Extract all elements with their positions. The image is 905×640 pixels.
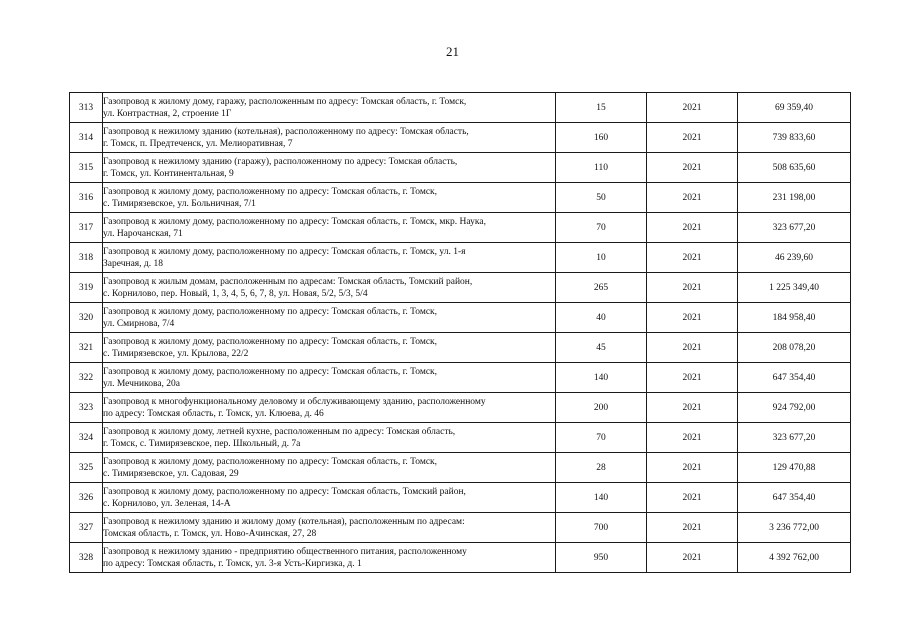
page-number: 21 — [446, 44, 459, 59]
year-cell: 2021 — [647, 543, 738, 573]
year-cell: 2021 — [647, 303, 738, 333]
description-line-1: Газопровод к нежилому зданию и жилому дому (котельная), расположенным по адресам: — [103, 516, 465, 527]
description-cell — [103, 423, 556, 453]
table-row — [70, 333, 851, 363]
description-cell — [103, 453, 556, 483]
cost-cell: 129 470,88 — [738, 453, 851, 483]
description-line-2: г. Томск, с. Тимирязевское, пер. Школьный, д. 7а — [103, 438, 301, 449]
description-cell — [103, 513, 556, 543]
cost-cell: 46 239,60 — [738, 243, 851, 273]
table-body — [70, 93, 851, 573]
length-cell: 40 — [556, 303, 647, 333]
length-cell: 140 — [556, 483, 647, 513]
description-line-2: с. Корнилово, пер. Новый, 1, 3, 4, 5, 6, 7, 8, ул. Новая, 5/2, 5/3, 5/4 — [103, 288, 368, 299]
description-cell — [103, 273, 556, 303]
row-number-cell: 322 — [70, 363, 103, 393]
year-cell: 2021 — [647, 393, 738, 423]
description-cell — [103, 93, 556, 123]
description-line-2: с. Тимирязевское, ул. Крылова, 22/2 — [103, 348, 249, 359]
length-cell: 700 — [556, 513, 647, 543]
description-line-1: Газопровод к жилому дому, летней кухне, расположенным по адресу: Томская область, — [103, 426, 456, 437]
table-row — [70, 363, 851, 393]
length-cell: 110 — [556, 153, 647, 183]
year-cell: 2021 — [647, 273, 738, 303]
cost-cell: 1 225 349,40 — [738, 273, 851, 303]
length-cell: 200 — [556, 393, 647, 423]
year-cell: 2021 — [647, 333, 738, 363]
cost-cell: 231 198,00 — [738, 183, 851, 213]
table-row — [70, 513, 851, 543]
description-cell — [103, 303, 556, 333]
year-cell: 2021 — [647, 243, 738, 273]
description-line-2: с. Корнилово, ул. Зеленая, 14-А — [103, 498, 231, 509]
description-line-2: Заречная, д. 18 — [103, 258, 163, 269]
description-line-1: Газопровод к нежилому зданию (котельная), расположенному по адресу: Томская область, — [103, 126, 469, 137]
year-cell: 2021 — [647, 363, 738, 393]
description-cell — [103, 123, 556, 153]
description-line-1: Газопровод к жилым домам, расположенным по адресам: Томская область, Томский район, — [103, 276, 473, 287]
year-cell: 2021 — [647, 513, 738, 543]
length-cell: 70 — [556, 423, 647, 453]
description-cell — [103, 243, 556, 273]
cost-cell: 323 677,20 — [738, 213, 851, 243]
row-number-cell: 328 — [70, 543, 103, 573]
table-row — [70, 303, 851, 333]
description-line-2: г. Томск, п. Предтеченск, ул. Мелиоративная, 7 — [103, 138, 293, 149]
row-number-cell: 314 — [70, 123, 103, 153]
length-cell: 265 — [556, 273, 647, 303]
year-cell: 2021 — [647, 123, 738, 153]
description-line-2: ул. Нарочанская, 71 — [103, 228, 183, 239]
cost-cell: 924 792,00 — [738, 393, 851, 423]
table-row — [70, 393, 851, 423]
description-line-1: Газопровод к жилому дому, расположенному по адресу: Томская область, г. Томск, — [103, 186, 438, 197]
cost-cell: 739 833,60 — [738, 123, 851, 153]
cost-cell: 69 359,40 — [738, 93, 851, 123]
table-row — [70, 153, 851, 183]
description-line-1: Газопровод к жилому дому, расположенному по адресу: Томская область, г. Томск, — [103, 456, 438, 467]
description-line-1: Газопровод к многофункциональному деловому и обслуживающему зданию, расположенному — [103, 396, 486, 407]
table-row — [70, 93, 851, 123]
row-number-cell: 326 — [70, 483, 103, 513]
cost-cell: 647 354,40 — [738, 483, 851, 513]
length-cell: 28 — [556, 453, 647, 483]
length-cell: 50 — [556, 183, 647, 213]
description-line-2: по адресу: Томская область, г. Томск, ул. 3-я Усть-Киргизка, д. 1 — [103, 558, 362, 569]
row-number-cell: 320 — [70, 303, 103, 333]
table-row — [70, 423, 851, 453]
description-line-1: Газопровод к нежилому зданию (гаражу), расположенному по адресу: Томская область, — [103, 156, 458, 167]
table-row — [70, 213, 851, 243]
description-line-1: Газопровод к жилому дому, расположенному по адресу: Томская область, г. Томск, ул. 1-я — [103, 246, 466, 257]
description-line-1: Газопровод к жилому дому, расположенному по адресу: Томская область, г. Томск, мкр. Наука, — [103, 216, 486, 227]
length-cell: 10 — [556, 243, 647, 273]
year-cell: 2021 — [647, 453, 738, 483]
row-number-cell: 324 — [70, 423, 103, 453]
description-cell — [103, 213, 556, 243]
length-cell: 70 — [556, 213, 647, 243]
description-line-2: с. Тимирязевское, ул. Больничная, 7/1 — [103, 198, 256, 209]
description-line-1: Газопровод к жилому дому, расположенному по адресу: Томская область, г. Томск, — [103, 366, 438, 377]
table-row — [70, 483, 851, 513]
cost-cell: 208 078,20 — [738, 333, 851, 363]
table-row — [70, 273, 851, 303]
cost-cell: 4 392 762,00 — [738, 543, 851, 573]
description-cell — [103, 183, 556, 213]
length-cell: 140 — [556, 363, 647, 393]
description-cell — [103, 153, 556, 183]
row-number-cell: 317 — [70, 213, 103, 243]
description-line-2: ул. Смирнова, 7/4 — [103, 318, 175, 329]
year-cell: 2021 — [647, 93, 738, 123]
year-cell: 2021 — [647, 423, 738, 453]
description-line-2: по адресу: Томская область, г. Томск, ул. Клюева, д. 46 — [103, 408, 324, 419]
description-line-1: Газопровод к жилому дому, расположенному по адресу: Томская область, г. Томск, — [103, 306, 438, 317]
length-cell: 160 — [556, 123, 647, 153]
description-line-1: Газопровод к жилому дому, расположенному по адресу: Томская область, Томский район, — [103, 486, 466, 497]
description-cell — [103, 333, 556, 363]
description-line-2: Томская область, г. Томск, ул. Ново-Ачинская, 27, 28 — [103, 528, 317, 539]
year-cell: 2021 — [647, 153, 738, 183]
row-number-cell: 313 — [70, 93, 103, 123]
description-cell — [103, 543, 556, 573]
length-cell: 45 — [556, 333, 647, 363]
year-cell: 2021 — [647, 483, 738, 513]
description-cell — [103, 393, 556, 423]
description-cell — [103, 363, 556, 393]
row-number-cell: 325 — [70, 453, 103, 483]
description-line-1: Газопровод к жилому дому, расположенному по адресу: Томская область, г. Томск, — [103, 336, 438, 347]
description-line-1: Газопровод к нежилому зданию - предприятию общественного питания, расположенному — [103, 546, 467, 557]
table-row — [70, 453, 851, 483]
length-cell: 950 — [556, 543, 647, 573]
cost-cell: 3 236 772,00 — [738, 513, 851, 543]
table-row — [70, 123, 851, 153]
table-row — [70, 183, 851, 213]
row-number-cell: 316 — [70, 183, 103, 213]
cost-cell: 184 958,40 — [738, 303, 851, 333]
row-number-cell: 318 — [70, 243, 103, 273]
description-line-2: ул. Мечникова, 20а — [103, 378, 180, 389]
description-line-1: Газопровод к жилому дому, гаражу, расположенным по адресу: Томская область, г. Томск, — [103, 96, 467, 107]
row-number-cell: 321 — [70, 333, 103, 363]
row-number-cell: 319 — [70, 273, 103, 303]
length-cell: 15 — [556, 93, 647, 123]
year-cell: 2021 — [647, 213, 738, 243]
row-number-cell: 323 — [70, 393, 103, 423]
table-row — [70, 243, 851, 273]
table-row — [70, 543, 851, 573]
row-number-cell: 327 — [70, 513, 103, 543]
row-number-cell: 315 — [70, 153, 103, 183]
cost-cell: 508 635,60 — [738, 153, 851, 183]
cost-cell: 323 677,20 — [738, 423, 851, 453]
description-line-2: с. Тимирязевское, ул. Садовая, 29 — [103, 468, 239, 479]
description-line-2: ул. Контрастная, 2, строение 1Г — [103, 108, 232, 119]
year-cell: 2021 — [647, 183, 738, 213]
cost-cell: 647 354,40 — [738, 363, 851, 393]
description-cell — [103, 483, 556, 513]
pipeline-table — [69, 92, 851, 573]
description-line-2: г. Томск, ул. Континентальная, 9 — [103, 168, 234, 179]
